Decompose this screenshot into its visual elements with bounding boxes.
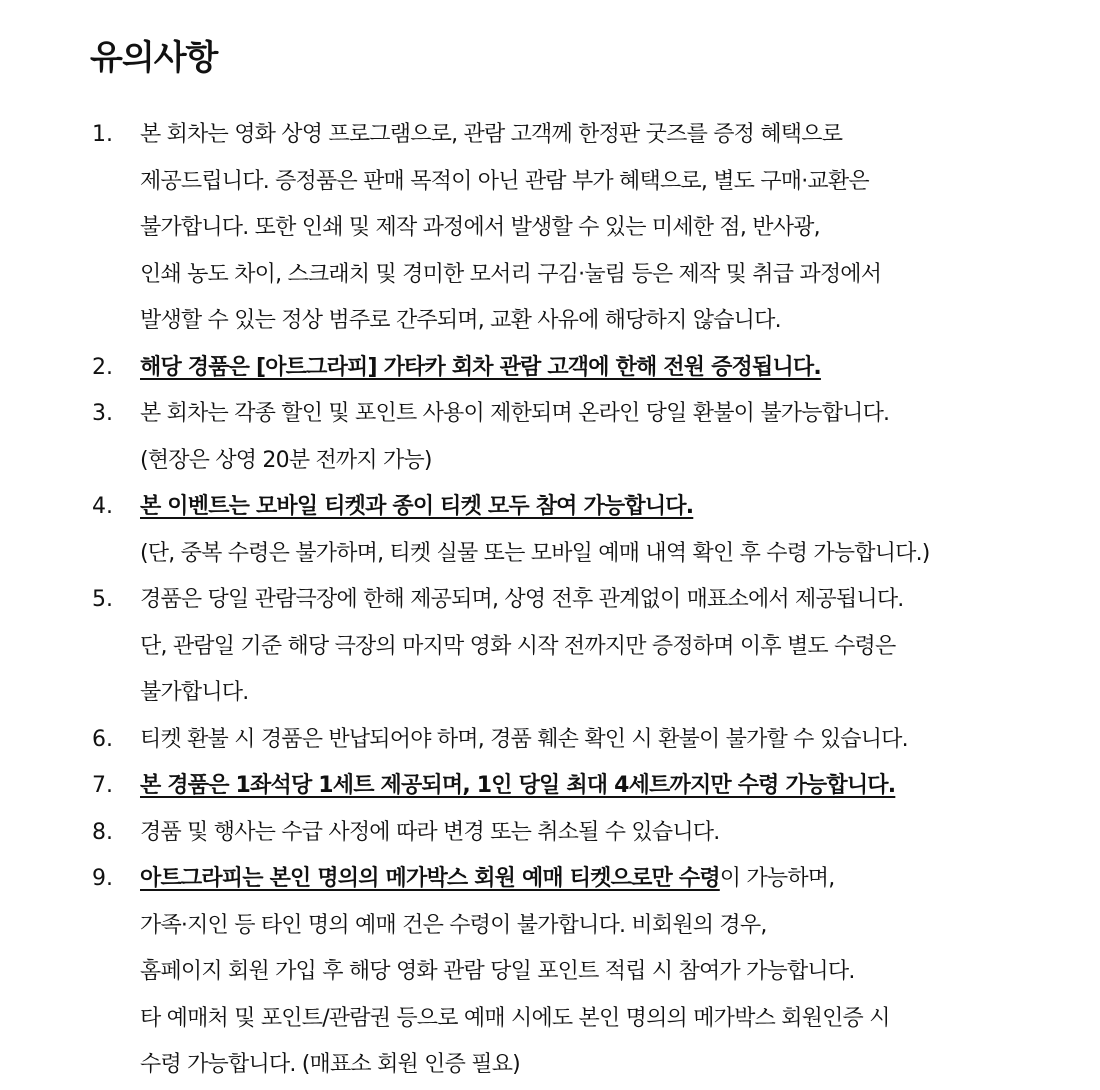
item-number: 3. — [92, 401, 113, 426]
item-number: 7. — [92, 773, 113, 798]
item-text: 홈페이지 회원 가입 후 해당 영화 관람 당일 포인트 적립 시 참여가 가능합니다. — [140, 959, 855, 984]
item-text: (단, 중복 수령은 불가하며, 티켓 실물 또는 모바일 예매 내역 확인 후 수령 가능합니다.) — [140, 540, 930, 566]
item-number: 2. — [92, 354, 113, 380]
list-item — [92, 345, 1082, 392]
item-text: 발생할 수 있는 정상 범주로 간주되며, 교환 사유에 해당하지 않습니다. — [140, 308, 781, 333]
item-text-emphasis: 아트그라피는 본인 명의의 메가박스 회원 예매 티켓으로만 수령 — [140, 866, 720, 891]
notice-list — [92, 112, 1082, 1089]
item-text: 이 가능하며, — [719, 866, 835, 891]
item-text: 티켓 환불 시 경품은 반납되어야 하며, 경품 훼손 확인 시 환불이 불가할 수 있습니다. — [140, 726, 908, 752]
item-text: 불가합니다. 또한 인쇄 및 제작 과정에서 발생할 수 있는 미세한 점, 반사광, — [140, 215, 820, 240]
item-text-emphasis: 해당 경품은 [아트그라피] 가타카 회차 관람 고객에 한해 전원 증정됩니다. — [140, 354, 821, 380]
item-text: 불가합니다. — [140, 680, 249, 705]
list-item — [92, 112, 1082, 345]
item-text: 단, 관람일 기준 해당 극장의 마지막 영화 시작 전까지만 증정하며 이후 별도 수령은 — [140, 633, 896, 659]
item-text: 타 예매처 및 포인트/관람권 등으로 예매 시에도 본인 명의의 메가박스 회원인증 시 — [140, 1005, 890, 1031]
item-number: 9. — [92, 866, 113, 891]
item-text-emphasis: 본 이벤트는 모바일 티켓과 종이 티켓 모두 참여 가능합니다. — [140, 494, 694, 519]
item-text: 본 회차는 영화 상영 프로그램으로, 관람 고객께 한정판 굿즈를 증정 혜택으로 — [140, 122, 843, 147]
item-number: 4. — [92, 494, 113, 519]
list-item — [92, 763, 1082, 810]
item-text: 인쇄 농도 차이, 스크래치 및 경미한 모서리 구김·눌림 등은 제작 및 취급 과정에서 — [140, 261, 882, 287]
item-text: 경품은 당일 관람극장에 한해 제공되며, 상영 전후 관계없이 매표소에서 제공됩니다. — [140, 587, 904, 612]
list-item — [92, 856, 1082, 1089]
list-item — [92, 717, 1082, 764]
item-text: 경품 및 행사는 수급 사정에 따라 변경 또는 취소될 수 있습니다. — [140, 819, 720, 845]
item-number: 5. — [92, 587, 113, 612]
item-text: 본 회차는 각종 할인 및 포인트 사용이 제한되며 온라인 당일 환불이 불가능합니다. — [140, 401, 890, 426]
item-text: 제공드립니다. 증정품은 판매 목적이 아닌 관람 부가 혜택으로, 별도 구매·교환은 — [140, 168, 869, 194]
item-number: 8. — [92, 819, 113, 845]
item-text: 가족·지인 등 타인 명의 예매 건은 수령이 불가합니다. 비회원의 경우, — [140, 912, 767, 938]
page-title: 유의사항 — [90, 38, 218, 78]
item-text-emphasis: 본 경품은 1좌석당 1세트 제공되며, 1인 당일 최대 4세트까지만 수령 가능합니다. — [140, 773, 896, 798]
list-item — [92, 484, 1082, 577]
item-text: (현장은 상영 20분 전까지 가능) — [140, 447, 432, 473]
list-item — [92, 810, 1082, 857]
item-number: 1. — [92, 122, 113, 147]
item-number: 6. — [92, 726, 113, 752]
list-item — [92, 391, 1082, 484]
list-item — [92, 577, 1082, 717]
item-text: 수령 가능합니다. (매표소 회원 인증 필요) — [140, 1052, 520, 1077]
item-text-mixed — [140, 856, 1082, 903]
